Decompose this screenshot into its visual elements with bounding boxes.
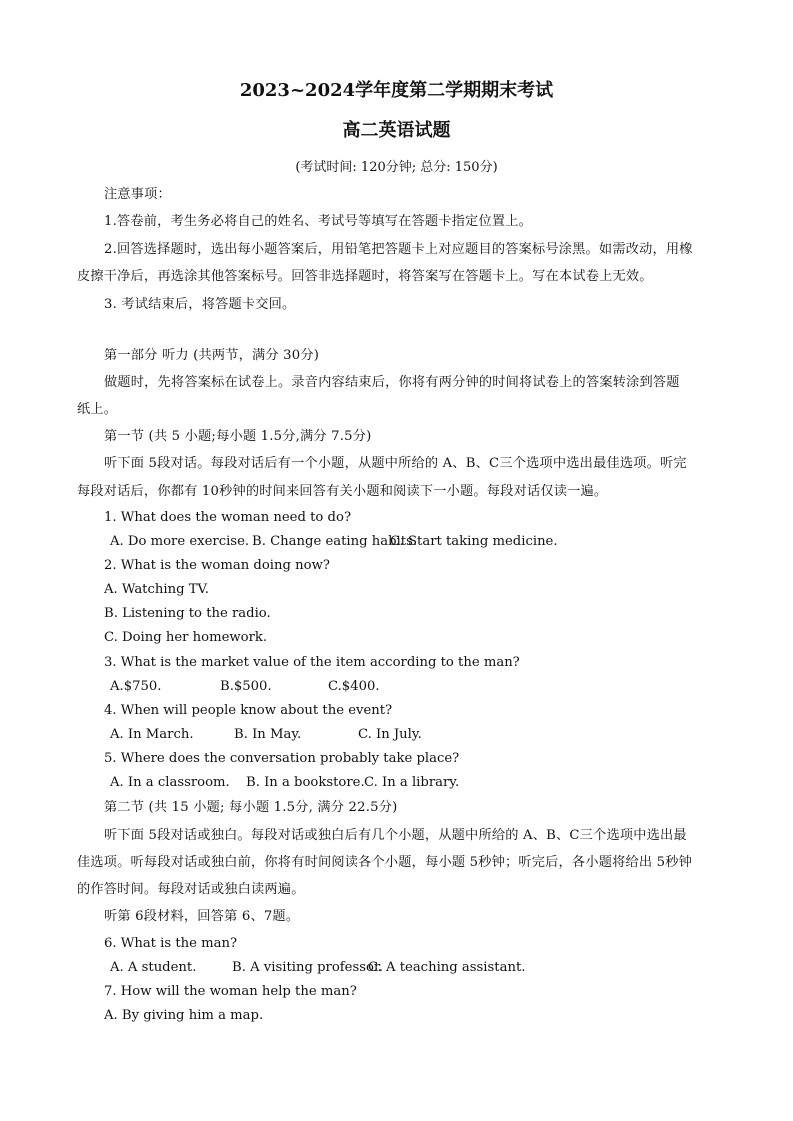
section1-intro-line-2: 每段对话后，你都有 10秒钟的时间来回答有关小题和阅读下一小题。每段对话仅读一遍。 — [77, 484, 608, 499]
part1-intro-line-2: 纸上。 — [77, 402, 118, 417]
q5-option-a: A. In a classroom. — [110, 775, 230, 790]
q3-options — [110, 678, 380, 696]
notes-item-3: 3. 考试结束后，将答题卡交回。 — [104, 297, 296, 312]
q1-stem: 1. What does the woman need to do? — [104, 510, 352, 525]
section2-heading: 第二节 (共 15 小题; 每小题 1.5分, 满分 22.5分) — [104, 800, 398, 815]
section2-intro-line-3: 的作答时间。每段对话或独白读两遍。 — [77, 882, 305, 897]
q6-stem: 6. What is the man? — [104, 936, 238, 951]
part1-heading: 第一部分 听力 (共两节，满分 30分) — [104, 348, 320, 363]
notes-item-2-line-2: 皮擦干净后，再选涂其他答案标号。回答非选择题时，将答案写在答题卡上。写在本试卷上无效。 — [77, 269, 653, 284]
q4-option-c: C. In July. — [358, 727, 422, 742]
q5-option-b: B. In a bookstore. — [246, 775, 365, 790]
q1-option-c: C. Start taking medicine. — [390, 534, 558, 549]
q1-options — [110, 533, 558, 551]
q6-options — [110, 959, 525, 977]
section2-intro-line-2: 佳选项。听每段对话或独白前，你将有时间阅读各个小题，每小题 5秒钟；听完后，各小题将给出 5秒钟 — [77, 855, 693, 870]
exam-info: (考试时间: 120分钟; 总分: 150分) — [295, 160, 498, 175]
q2-option-a: A. Watching TV. — [104, 582, 209, 597]
q2-option-b: B. Listening to the radio. — [104, 606, 271, 621]
section1-intro-line-1: 听下面 5段对话。每段对话后有一个小题，从题中所给的 A、B、C三个选项中选出最佳选项。听完 — [104, 456, 687, 471]
q6-option-b: B. A visiting professor. — [232, 960, 383, 975]
notes-item-2-line-1: 2.回答选择题时，选出每小题答案后，用铅笔把答题卡上对应题目的答案标号涂黑。如需改动，用橡 — [104, 242, 693, 257]
q3-option-c: C.$400. — [328, 679, 380, 694]
q1-option-a: A. Do more exercise. — [110, 534, 250, 549]
q7-stem: 7. How will the woman help the man? — [104, 984, 357, 999]
q4-options — [110, 726, 422, 744]
q4-stem: 4. When will people know about the event? — [104, 703, 393, 718]
q2-stem: 2. What is the woman doing now? — [104, 558, 330, 573]
notes-heading: 注意事项： — [104, 187, 171, 202]
exam-title: 2023~2024学年度第二学期期末考试 — [239, 80, 554, 101]
notes-item-1: 1.答卷前，考生务必将自己的姓名、考试号等填写在答题卡指定位置上。 — [104, 214, 532, 229]
q7-option-a: A. By giving him a map. — [104, 1008, 264, 1023]
section2-intro-line-1: 听下面 5段对话或独白。每段对话或独白后有几个小题，从题中所给的 A、B、C三个选项中选出最 — [104, 828, 687, 843]
q3-stem: 3. What is the market value of the item according to the man? — [104, 655, 520, 670]
q3-option-a: A.$750. — [110, 679, 162, 694]
q4-option-a: A. In March. — [110, 727, 194, 742]
q5-option-c: C. In a library. — [364, 775, 460, 790]
section1-heading: 第一节 (共 5 小题;每小题 1.5分,满分 7.5分) — [104, 429, 372, 444]
q3-option-b: B.$500. — [220, 679, 272, 694]
q6-option-c: C. A teaching assistant. — [368, 960, 526, 975]
q2-option-c: C. Doing her homework. — [104, 630, 268, 645]
q5-stem: 5. Where does the conversation probably take place? — [104, 751, 460, 766]
q1-option-b: B. Change eating habits. — [252, 534, 418, 549]
material-6-heading: 听第 6段材料，回答第 6、7题。 — [104, 909, 300, 924]
q6-option-a: A. A student. — [110, 960, 197, 975]
subject-title: 高二英语试题 — [342, 120, 451, 141]
part1-intro-line-1: 做题时，先将答案标在试卷上。录音内容结束后，你将有两分钟的时间将试卷上的答案转涂到答题 — [104, 375, 680, 390]
q5-options — [110, 774, 459, 792]
q4-option-b: B. In May. — [234, 727, 302, 742]
